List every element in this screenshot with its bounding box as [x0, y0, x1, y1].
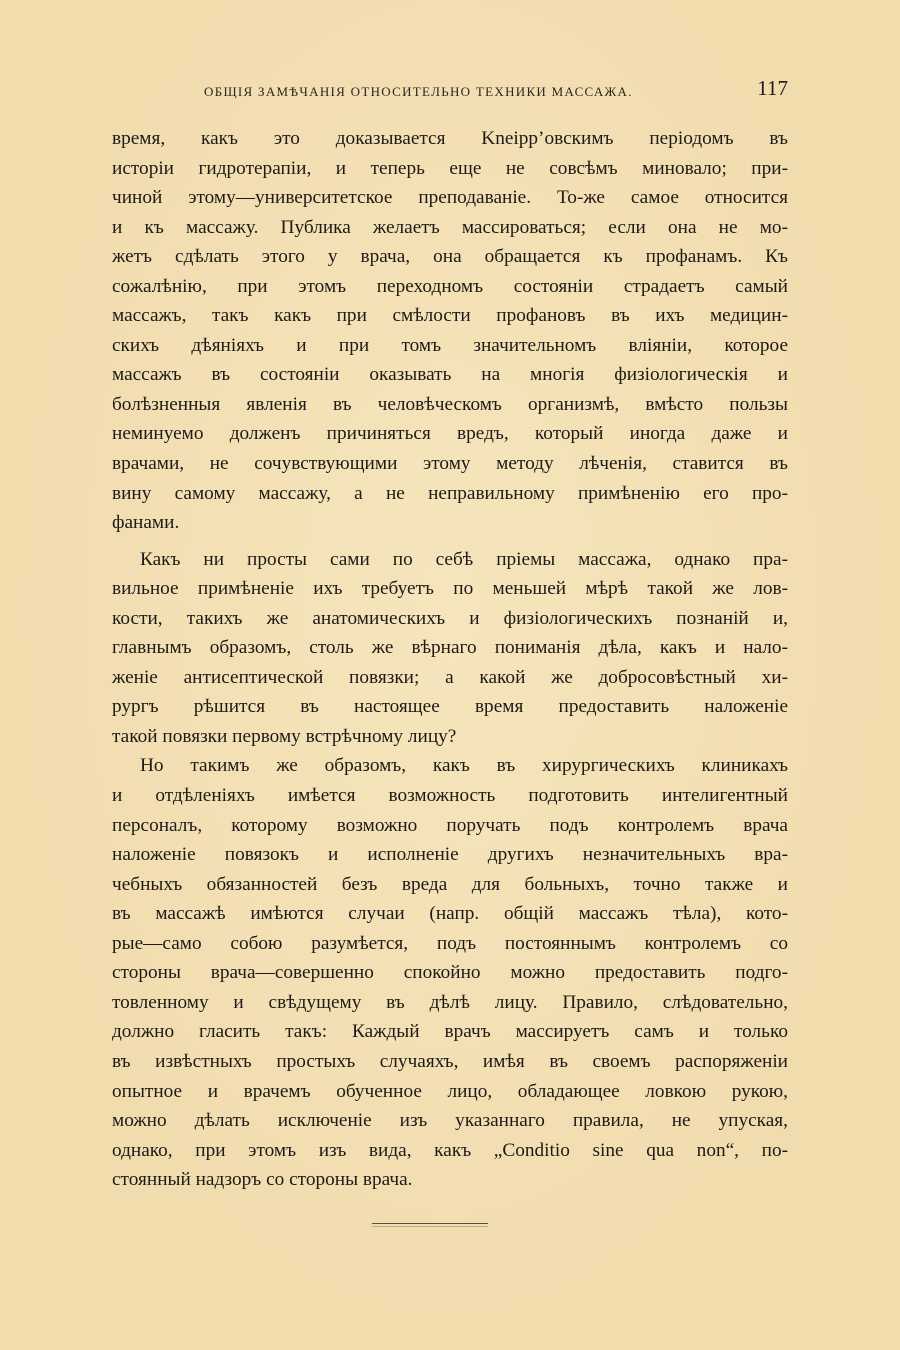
- paragraph-1: [112, 124, 788, 538]
- text-line: женіе антисептической повязки; а какой же добросовѣстный хи-: [112, 666, 788, 688]
- text-line: чиной этому—университетское преподаваніе. То-же самое относится: [112, 187, 788, 209]
- text-line: время, какъ это доказывается Kneipp’овскимъ періодомъ въ: [112, 128, 788, 149]
- text-line: чебныхъ обязанностей безъ вреда для больныхъ, точно также и: [112, 873, 788, 895]
- text-line: персоналъ, которому возможно поручать подъ контролемъ врача: [112, 814, 788, 836]
- text-line: и къ массажу. Публика желаетъ массироваться; если она не мо-: [112, 216, 788, 238]
- text-line: жетъ сдѣлать этого у врача, она обращается къ профанамъ. Къ: [112, 246, 788, 268]
- body-text: [112, 124, 788, 1195]
- text-line: однако, при этомъ изъ вида, какъ „Conditio sine qua non“, по-: [112, 1139, 788, 1161]
- text-line: рые—само собою разумѣется, подъ постояннымъ контролемъ со: [112, 932, 788, 954]
- text-line: вильное примѣненіе ихъ требуетъ по меньшей мѣрѣ такой же лов-: [112, 578, 788, 600]
- text-line: массажъ въ состояніи оказывать на многія физіологическія и: [112, 364, 788, 386]
- text-line: стороны врача—совершенно спокойно можно предоставить подго-: [112, 962, 788, 984]
- text-line: болѣзненныя явленія въ человѣческомъ организмѣ, вмѣсто пользы: [112, 393, 788, 415]
- text-line: въ массажѣ имѣются случаи (напр. общій массажъ тѣла), кото-: [112, 903, 788, 925]
- text-line: и отдѣленіяхъ имѣется возможность подготовить интелигентный: [112, 785, 788, 807]
- text-line: такой повязки первому встрѣчному лицу?: [112, 725, 457, 747]
- paragraph-3: [112, 751, 788, 1194]
- text-line: сожалѣнію, при этомъ переходномъ состояніи страдаетъ самый: [112, 275, 788, 297]
- text-line: вину самому массажу, а не неправильному примѣненію его про-: [112, 482, 788, 504]
- text-line: фанами.: [112, 512, 180, 534]
- running-head: [112, 76, 788, 102]
- text-line: скихъ дѣяніяхъ и при томъ значительномъ вліяніи, которое: [112, 334, 788, 356]
- text-line: въ извѣстныхъ простыхъ случаяхъ, имѣя въ своемъ распоряженіи: [112, 1050, 788, 1072]
- text-line: можно дѣлать исключеніе изъ указаннаго правила, не упуская,: [112, 1110, 788, 1132]
- text-line: Какъ ни просты сами по себѣ пріемы массажа, однако пра-: [140, 548, 788, 570]
- running-title: ОБЩІЯ ЗАМѢЧАНІЯ ОТНОСИТЕЛЬНО ТЕХНИКИ МАССАЖА.: [204, 84, 633, 99]
- text-line: товленному и свѣдущему въ дѣлѣ лицу. Правило, слѣдовательно,: [112, 991, 788, 1013]
- text-line: рургъ рѣшится въ настоящее время предоставить наложеніе: [112, 696, 788, 718]
- text-line: кости, такихъ же анатомическихъ и физіологическихъ познаній и,: [112, 607, 788, 629]
- text-line: неминуемо долженъ причиняться вредъ, который иногда даже и: [112, 423, 788, 445]
- text-line: исторіи гидротерапіи, и теперь еще не совсѣмъ миновало; при-: [112, 157, 788, 179]
- text-line: опытное и врачемъ обученное лицо, обладающее ловкою рукою,: [112, 1080, 788, 1102]
- text-line: Но такимъ же образомъ, какъ въ хирургическихъ клиникахъ: [140, 755, 788, 777]
- text-line: массажъ, такъ какъ при смѣлости профановъ въ ихъ медицин-: [112, 305, 788, 327]
- paragraph-2: [112, 545, 788, 752]
- text-line: стоянный надзоръ со стороны врача.: [112, 1169, 413, 1191]
- text-line: врачами, не сочувствующими этому методу лѣченія, ставится въ: [112, 453, 788, 475]
- text-line: наложеніе повязокъ и исполненіе другихъ незначительныхъ вра-: [112, 844, 788, 866]
- text-line: главнымъ образомъ, столь же вѣрнаго пониманія дѣла, какъ и нало-: [112, 637, 788, 659]
- text-line: должно гласить такъ: Каждый врачъ массируетъ самъ и только: [112, 1021, 788, 1043]
- section-end-rule: [372, 1223, 488, 1224]
- page-number: 117: [757, 76, 788, 100]
